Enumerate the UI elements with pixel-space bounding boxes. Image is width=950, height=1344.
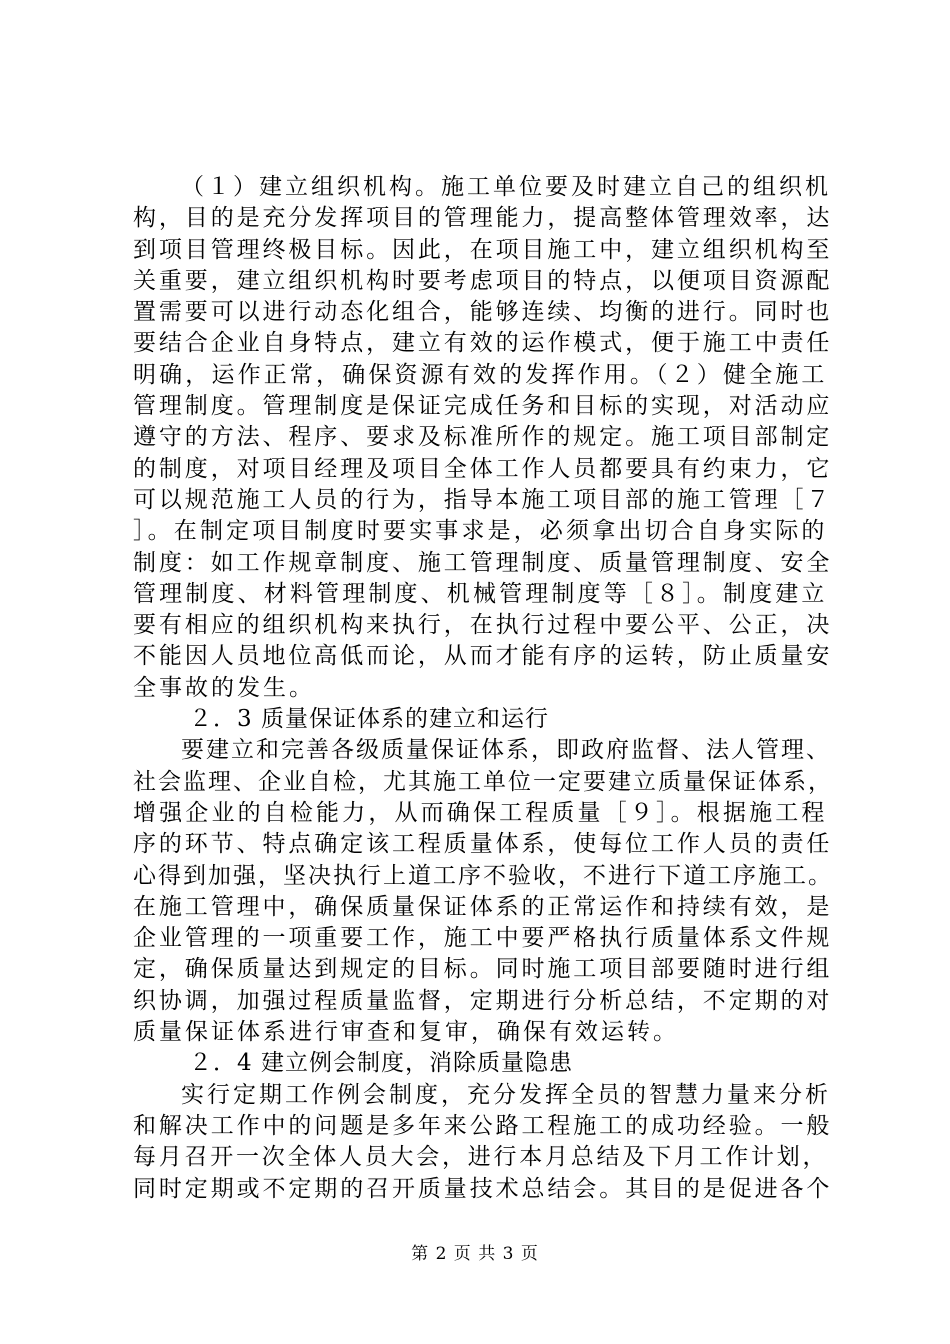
text-line: 的制度，对项目经理及项目全体工作人员都要具有约束力，它: [133, 455, 833, 482]
text-line: 要建立和完善各级质量保证体系，即政府监督、法人管理、: [181, 737, 831, 764]
text-line: 遵守的方法、程序、要求及标准所作的规定。施工项目部制定: [133, 424, 833, 451]
text-line: ］。在制定项目制度时要实事求是，必须拿出切合自身实际的: [133, 518, 828, 545]
text-line: 明确，运作正常，确保资源有效的发挥作用。（２）健全施工: [133, 361, 828, 388]
section-heading: ２．3 质量保证体系的建立和运行: [189, 706, 549, 733]
text-line: 企业管理的一项重要工作，施工中要严格执行质量体系文件规: [133, 925, 833, 952]
page-footer: 第 2 页 共 3 页: [411, 1244, 539, 1264]
text-line: 定，确保质量达到规定的目标。同时施工项目部要随时进行组: [133, 956, 833, 983]
section-heading: ２．4 建立例会制度，消除质量隐患: [189, 1050, 573, 1077]
text-line: 实行定期工作例会制度，充分发挥全员的智慧力量来分析: [181, 1081, 831, 1108]
text-line: 构，目的是充分发挥项目的管理能力，提高整体管理效率，达: [133, 205, 833, 232]
text-line: 到项目管理终极目标。因此，在项目施工中，建立组织机构至: [133, 236, 833, 263]
text-line: 心得到加强，坚决执行上道工序不验收，不进行下道工序施工。: [133, 862, 833, 889]
text-line: 管理制度、材料管理制度、机械管理制度等［８］。制度建立: [133, 580, 828, 607]
text-line: 不能因人员地位高低而论，从而才能有序的运转，防止质量安: [133, 643, 833, 670]
text-line: 质量保证体系进行审查和复审，确保有效运转。: [133, 1019, 679, 1046]
text-line: 全事故的发生。: [133, 674, 315, 701]
text-line: 置需要可以进行动态化组合，能够连续、均衡的进行。同时也: [133, 299, 833, 326]
text-line: 社会监理、企业自检，尤其施工单位一定要建立质量保证体系，: [133, 768, 833, 795]
text-line: 管理制度。管理制度是保证完成任务和目标的实现，对活动应: [133, 393, 833, 420]
text-line: 可以规范施工人员的行为，指导本施工项目部的施工管理［７: [133, 486, 833, 513]
text-line: 增强企业的自检能力，从而确保工程质量［９］。根据施工程: [133, 799, 828, 826]
text-line: 要有相应的组织机构来执行，在执行过程中要公平、公正，决: [133, 612, 833, 639]
text-line: 和解决工作中的问题是多年来公路工程施工的成功经验。一般: [133, 1112, 833, 1139]
text-line: 要结合企业自身特点，建立有效的运作模式，便于施工中责任: [133, 330, 833, 357]
document-body: [133, 172, 833, 1205]
text-line: 每月召开一次全体人员大会，进行本月总结及下月工作计划，: [133, 1144, 829, 1171]
text-line: （１）建立组织机构。施工单位要及时建立自己的组织机: [181, 174, 831, 200]
text-line: 在施工管理中，确保质量保证体系的正常运作和持续有效，是: [133, 893, 833, 920]
text-line: 织协调，加强过程质量监督，定期进行分析总结，不定期的对: [133, 987, 833, 1014]
text-line: 制度：如工作规章制度、施工管理制度、质量管理制度、安全: [133, 549, 833, 576]
text-line: 序的环节、特点确定该工程质量体系，使每位工作人员的责任: [133, 831, 833, 858]
text-line: 同时定期或不定期的召开质量技术总结会。其目的是促进各个: [133, 1175, 833, 1202]
text-line: 关重要，建立组织机构时要考虑项目的特点，以便项目资源配: [133, 267, 833, 294]
